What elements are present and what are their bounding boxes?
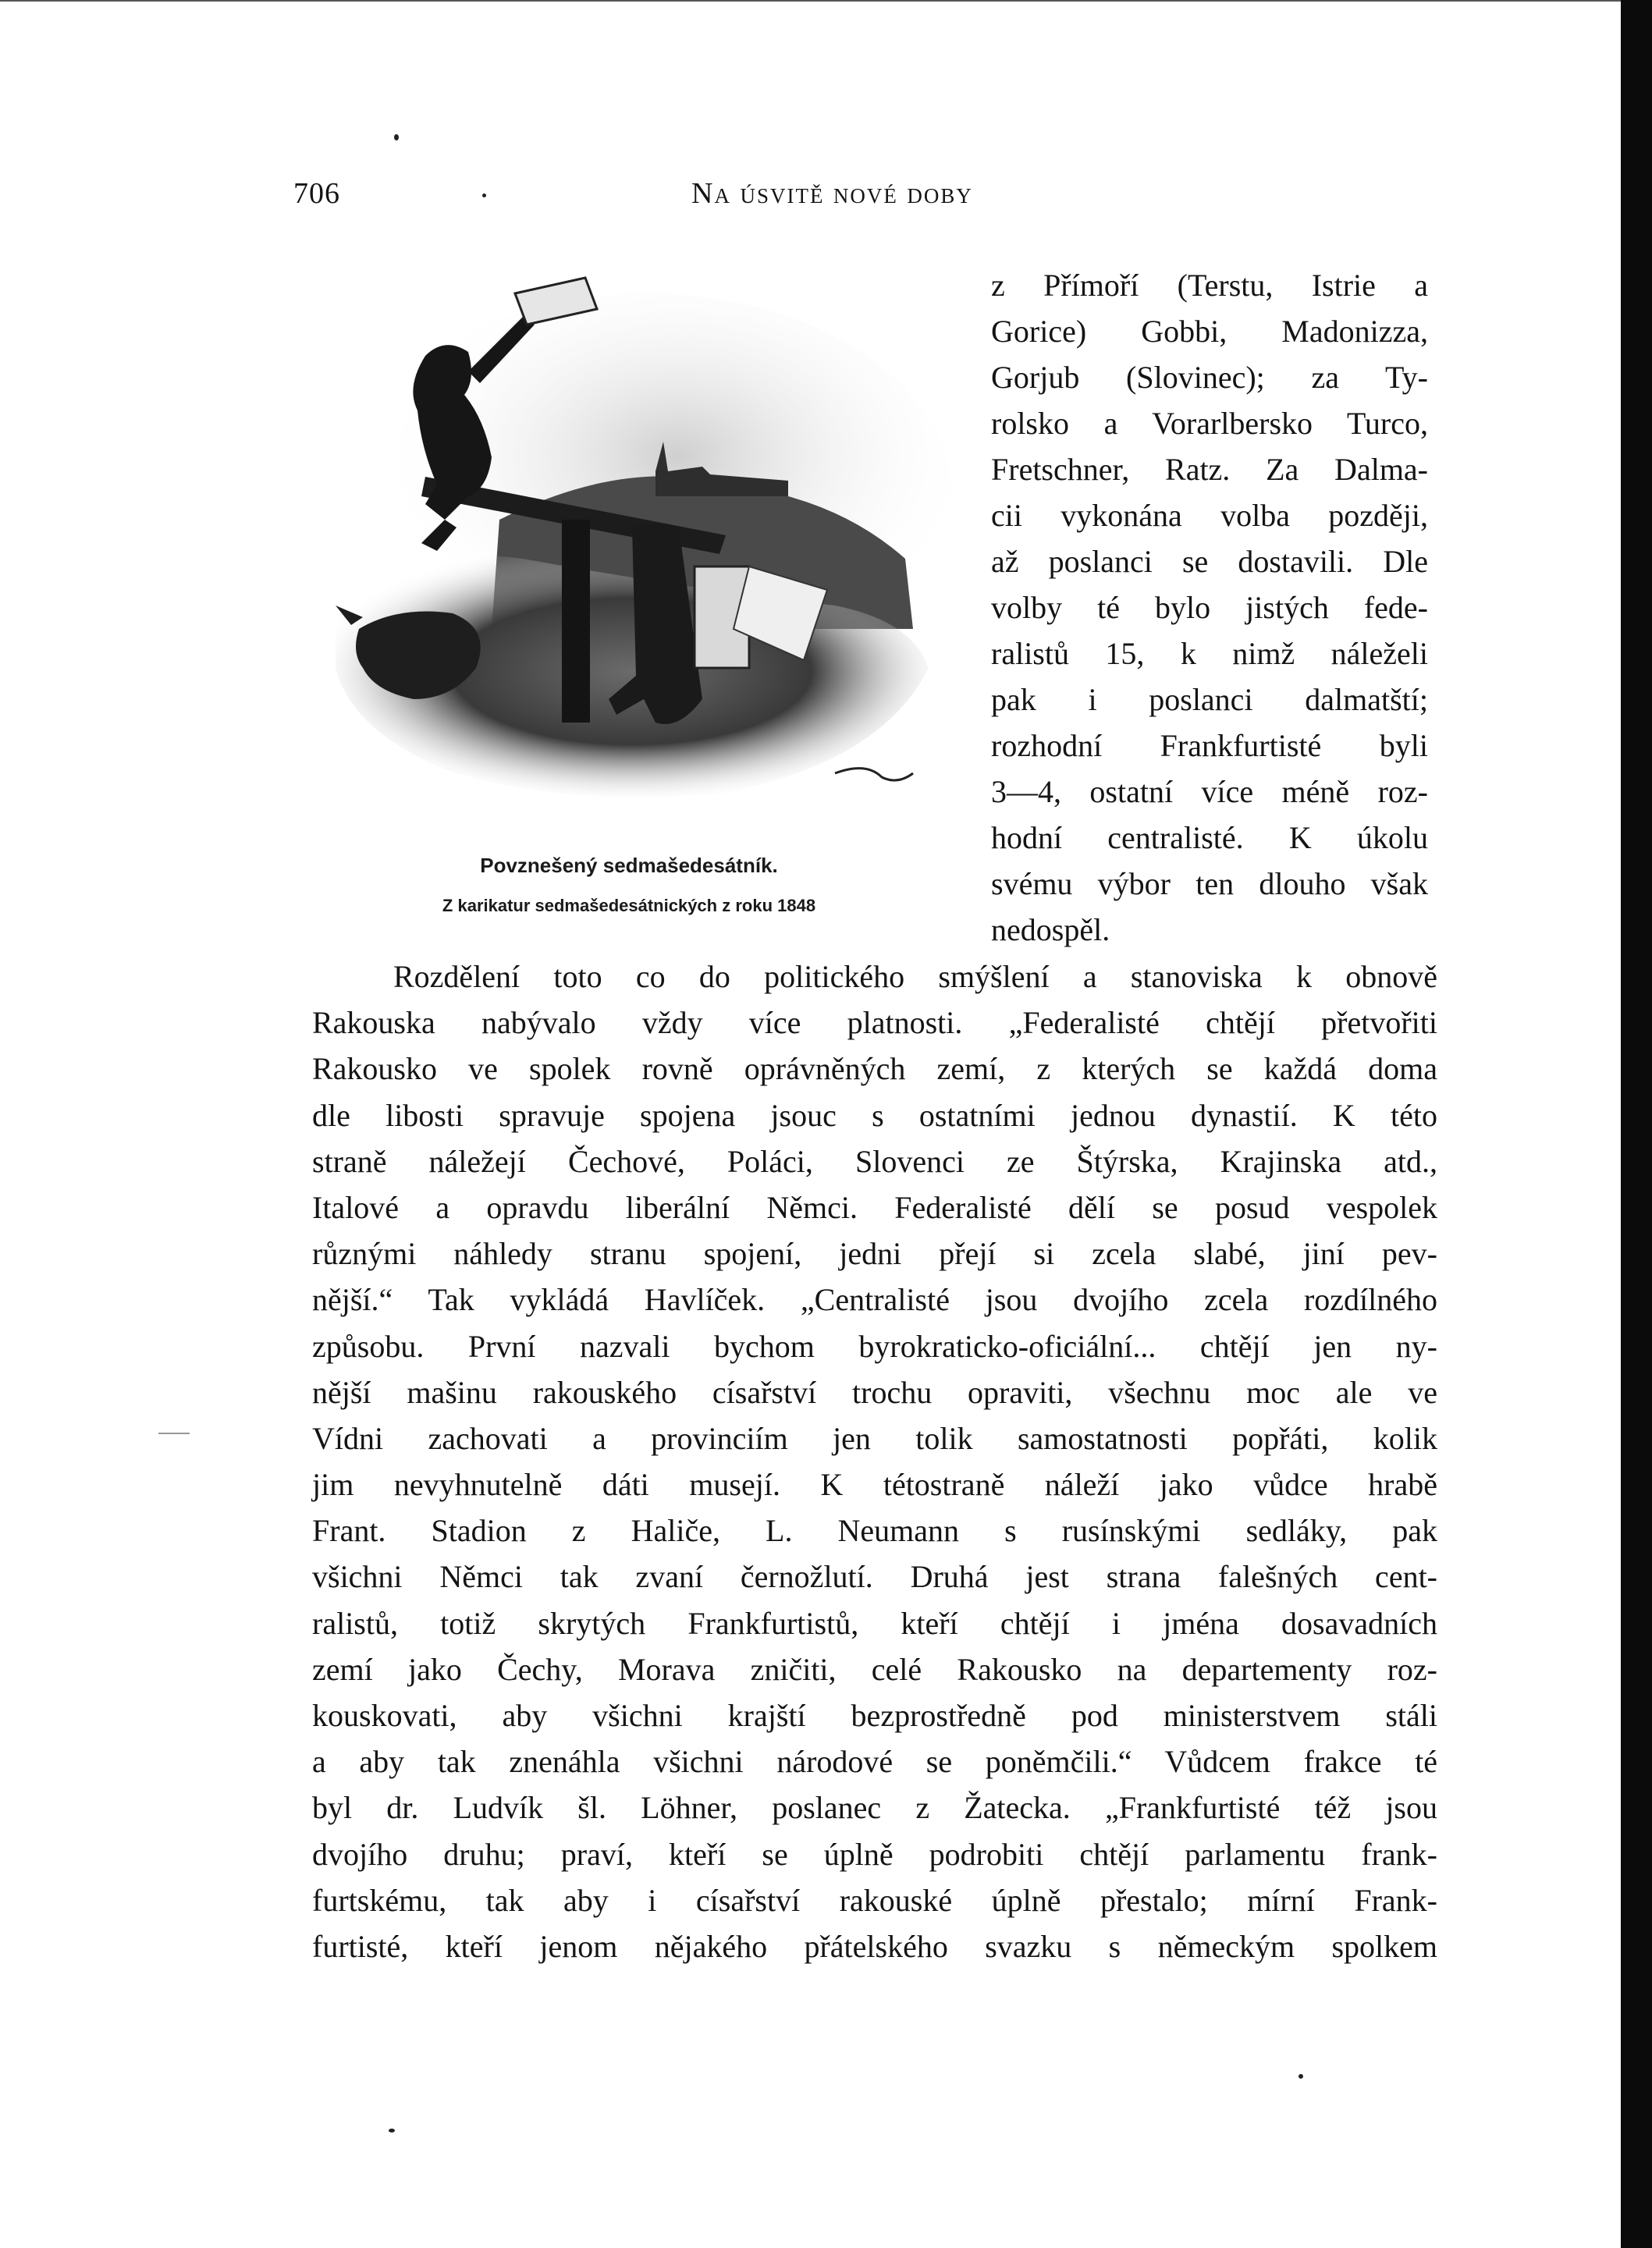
text-line: jim nevyhnutelně dáti musejí. K tétostraně náleží jako vůdce hrabě <box>312 1467 1437 1503</box>
figure-caption-title: Povznešený sedmašedesátník. <box>480 854 778 877</box>
text-line: rolsko a Vorarlbersko Turco, <box>991 406 1428 441</box>
text-line: různými náhledy stranu spojení, jedni přejí si zcela slabé, jiní pev- <box>312 1236 1437 1272</box>
text-line: kouskovati, aby všichni krajští bezprostředně pod ministerstvem stáli <box>312 1698 1437 1733</box>
scan-speck <box>394 134 399 140</box>
text-line: hodní centralisté. K úkolu <box>991 820 1428 855</box>
text-line: všichni Němci tak zvaní černožlutí. Druhá jest strana falešných cent- <box>312 1559 1437 1595</box>
artist-signature <box>835 769 913 780</box>
page-number: 706 <box>293 177 340 210</box>
text-line: furtskému, tak aby i císařství rakouské úplně přestalo; mírní Frank- <box>312 1882 1437 1918</box>
text-line: zemí jako Čechy, Morava zničiti, celé Rakousko na departementy roz- <box>312 1651 1437 1687</box>
text-line: dle libosti spravuje spojena jsouc s ostatními jednou dynastií. K této <box>312 1097 1437 1133</box>
text-line: Fretschner, Ratz. Za Dalma- <box>991 452 1428 487</box>
text-line: Rozdělení toto co do politického smýšlení a stanoviska k obnově <box>393 959 1437 994</box>
text-line: nější.“ Tak vykládá Havlíček. „Centralisté jsou dvojího zcela rozdílného <box>312 1282 1437 1318</box>
text-line: dvojího druhu; praví, kteří se úplně podrobiti chtějí parlamentu frank- <box>312 1836 1437 1872</box>
text-line: Vídni zachovati a provinciím jen tolik samostatnosti popřáti, kolik <box>312 1420 1437 1456</box>
caricature-illustration <box>289 262 960 855</box>
text-line: pak i poslanci dalmatští; <box>991 682 1428 717</box>
scan-right-edge <box>1621 0 1652 2248</box>
text-line: Italové a opravdu liberální Němci. Federalisté dělí se posud vespolek <box>312 1189 1437 1225</box>
text-line: svému výbor ten dlouho však <box>991 866 1428 901</box>
text-line: volby té bylo jistých fede- <box>991 590 1428 625</box>
text-line: furtisté, kteří jenom nějakého přátelského svazku s německým spolkem <box>312 1928 1437 1964</box>
text-line: ralistů, totiž skrytých Frankfurtistů, kteří chtějí i jména dosavadních <box>312 1605 1437 1641</box>
text-line: straně náležejí Čechové, Poláci, Slovenci ze Štýrska, Krajinska atd., <box>312 1143 1437 1179</box>
scan-speck <box>158 1433 190 1434</box>
text-line: byl dr. Ludvík šl. Löhner, poslanec z Žatecka. „Frankfurtisté též jsou <box>312 1790 1437 1826</box>
running-head <box>293 176 1441 215</box>
text-line: a aby tak znenáhla všichni národové se poněmčili.“ Vůdcem frakce té <box>312 1744 1437 1780</box>
text-line: cii vykonána volba později, <box>991 498 1428 533</box>
text-line: Gorice) Gobbi, Madonizza, <box>991 314 1428 349</box>
running-title: Na úsvitě nové doby <box>691 177 973 210</box>
scan-speck <box>389 2129 395 2133</box>
text-line: nější mašinu rakouského císařství trochu opraviti, všechnu moc ale ve <box>312 1374 1437 1410</box>
scan-speck <box>1299 2074 1303 2079</box>
seesaw-post <box>562 520 590 723</box>
text-line: ralistů 15, k nimž náleželi <box>991 636 1428 671</box>
text-line: Frant. Stadion z Haliče, L. Neumann s rusínskými sedláky, pak <box>312 1513 1437 1549</box>
text-line: z Přímoří (Terstu, Istrie a <box>991 268 1428 303</box>
text-line: rozhodní Frankfurtisté byli <box>991 728 1428 763</box>
text-line: Gorjub (Slovinec); za Ty- <box>991 360 1428 395</box>
text-line: 3—4, ostatní více méně roz- <box>991 774 1428 809</box>
text-line: Rakouska nabývalo vždy více platnosti. „Federalisté chtějí přetvořiti <box>312 1005 1437 1041</box>
text-line: nedospěl. <box>991 912 1110 947</box>
main-paragraph <box>312 954 1437 1969</box>
text-line: způsobu. První nazvali bychom byrokraticko-oficiální... chtějí jen ny- <box>312 1328 1437 1364</box>
figure-caption-source: Z karikatur sedmašedesátnických z roku 1848 <box>442 896 816 915</box>
text-line: Rakousko ve spolek rovně oprávněných zemí, z kterých se každá doma <box>312 1051 1437 1087</box>
side-column-text <box>991 262 1428 953</box>
text-line: až poslanci se dostavili. Dle <box>991 544 1428 579</box>
scan-top-edge <box>0 0 1652 16</box>
